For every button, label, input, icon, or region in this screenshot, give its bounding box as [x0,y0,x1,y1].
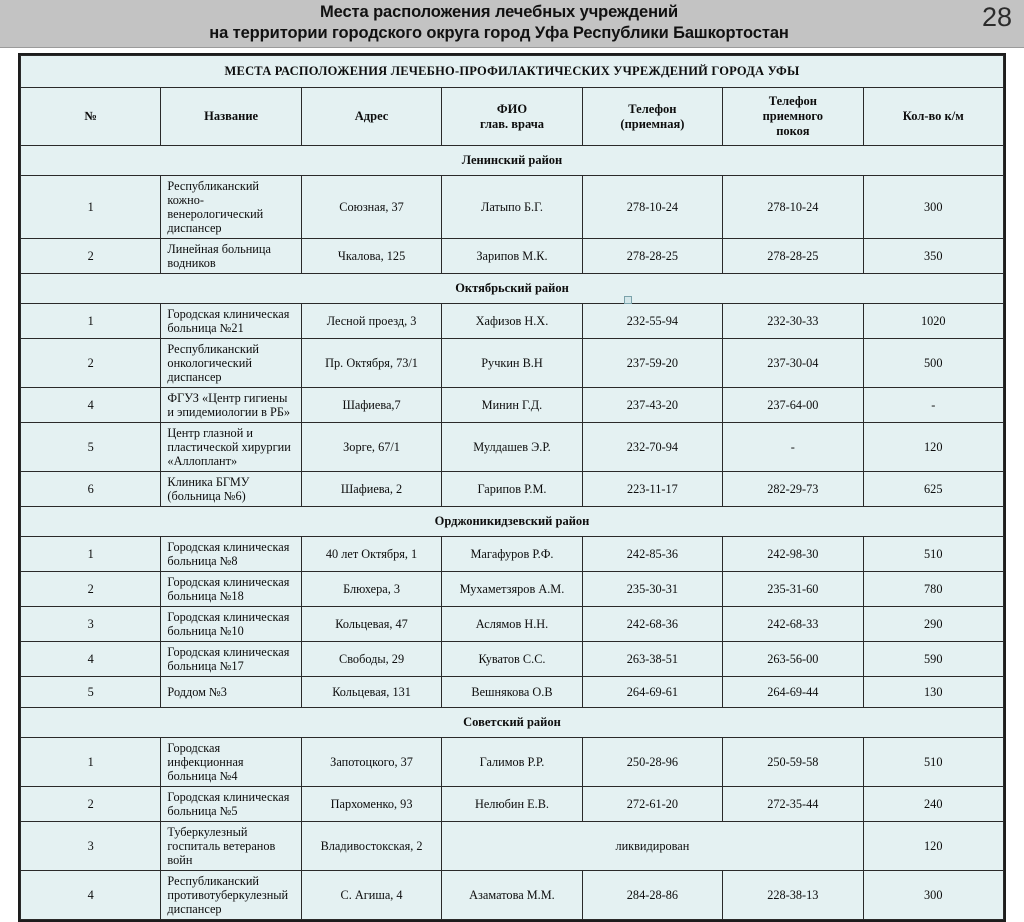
table-row [21,738,1004,787]
column-header-name: Название [161,88,301,146]
page-title-line-1: Места расположения лечебных учреждений [319,3,679,21]
table-row [21,677,1004,708]
cell-chief-doctor: Мулдашев Э.Р. [442,423,582,472]
table-row [21,339,1004,388]
cell-emergency-phone: 228-38-13 [723,871,863,920]
cell-reception-phone: 250-28-96 [582,738,722,787]
cell-reception-phone: 242-68-36 [582,607,722,642]
cell-bed-count: 500 [863,339,1003,388]
cell-address: Пархоменко, 93 [301,787,441,822]
cell-address: Владивостокская, 2 [301,822,441,871]
cell-emergency-phone: 242-68-33 [723,607,863,642]
cell-chief-doctor: Гарипов Р.М. [442,472,582,507]
cell-emergency-phone: 242-98-30 [723,537,863,572]
cell-reception-phone: 278-10-24 [582,176,722,239]
table-row [21,388,1004,423]
cell-facility-name: Республиканский противотуберкулезный диспансер [161,871,301,920]
cell-address: Блюхера, 3 [301,572,441,607]
cell-bed-count: 120 [863,423,1003,472]
cell-emergency-phone: 272-35-44 [723,787,863,822]
cell-address: Чкалова, 125 [301,239,441,274]
column-header-reception-phone-line-1: Телефон [628,101,677,116]
table-row [21,239,1004,274]
cell-facility-name: Роддом №3 [161,677,301,708]
cell-row-number: 5 [21,677,161,708]
cell-bed-count: 350 [863,239,1003,274]
cell-chief-doctor: Латыпо Б.Г. [442,176,582,239]
cell-chief-doctor: Зарипов М.К. [442,239,582,274]
cell-reception-phone: 237-43-20 [582,388,722,423]
cell-address: Шафиева, 2 [301,472,441,507]
table-row [21,304,1004,339]
cell-address: Запотоцкого, 37 [301,738,441,787]
cell-chief-doctor: Ручкин В.Н [442,339,582,388]
cell-reception-phone: 284-28-86 [582,871,722,920]
district-name: Советский район [21,708,1004,738]
cell-row-number: 4 [21,871,161,920]
cell-row-number: 2 [21,239,161,274]
cell-emergency-phone: 237-30-04 [723,339,863,388]
cell-bed-count: 1020 [863,304,1003,339]
cell-bed-count: 510 [863,738,1003,787]
cell-bed-count: 290 [863,607,1003,642]
cell-row-number: 3 [21,607,161,642]
cell-facility-name: Городская клиническая больница №8 [161,537,301,572]
district-name: Октябрьский район [21,274,1004,304]
cell-row-number: 1 [21,176,161,239]
cell-emergency-phone: 250-59-58 [723,738,863,787]
cell-facility-name: Городская клиническая больница №10 [161,607,301,642]
table-row [21,787,1004,822]
cell-reception-phone: 237-59-20 [582,339,722,388]
cell-bed-count: 120 [863,822,1003,871]
cell-chief-doctor: Хафизов Н.Х. [442,304,582,339]
cell-facility-name: Республиканский онкологический диспансер [161,339,301,388]
cell-address: Союзная, 37 [301,176,441,239]
cell-status-merged: ликвидирован [442,822,863,871]
column-header-chief-doctor-line-1: ФИО [496,101,528,116]
cell-row-number: 1 [21,537,161,572]
cell-row-number: 6 [21,472,161,507]
cell-reception-phone: 232-70-94 [582,423,722,472]
cell-chief-doctor: Галимов Р.Р. [442,738,582,787]
cell-chief-doctor: Минин Г.Д. [442,388,582,423]
cell-facility-name: Городская клиническая больница №5 [161,787,301,822]
cell-row-number: 3 [21,822,161,871]
cell-chief-doctor: Нелюбин Е.В. [442,787,582,822]
cell-address: Свободы, 29 [301,642,441,677]
column-header-emergency-phone-line-1: Телефон [768,94,817,108]
cell-bed-count: 240 [863,787,1003,822]
cell-reception-phone: 264-69-61 [582,677,722,708]
cell-reception-phone: 232-55-94 [582,304,722,339]
district-header-row [21,274,1004,304]
cell-chief-doctor: Аслямов Н.Н. [442,607,582,642]
table-row [21,822,1004,871]
cell-row-number: 4 [21,642,161,677]
cell-address: С. Агиша, 4 [301,871,441,920]
cell-address: Лесной проезд, 3 [301,304,441,339]
cell-reception-phone: 263-38-51 [582,642,722,677]
page-title-line-2: на территории городского округа город Уфа Республики Башкортостан [209,24,789,42]
cell-facility-name: ФГУЗ «Центр гигиены и эпидемиологии в РБ» [161,388,301,423]
cell-facility-name: Клиника БГМУ (больница №6) [161,472,301,507]
page-title [60,2,938,44]
cell-bed-count: 300 [863,176,1003,239]
cell-facility-name: Туберкулезный госпиталь ветеранов войн [161,822,301,871]
cell-facility-name: Городская клиническая больница №21 [161,304,301,339]
cell-facility-name: Центр глазной и пластической хирургии «Аллоплант» [161,423,301,472]
district-name: Орджоникидзевский район [21,507,1004,537]
cell-reception-phone: 278-28-25 [582,239,722,274]
cell-chief-doctor: Мухаметзяров А.М. [442,572,582,607]
cell-facility-name: Республиканский кожно-венерологический диспансер [161,176,301,239]
column-header-emergency-phone-line-3: покоя [776,124,810,138]
cell-facility-name: Городская клиническая больница №17 [161,642,301,677]
cell-chief-doctor: Куватов С.С. [442,642,582,677]
cell-address: 40 лет Октября, 1 [301,537,441,572]
column-header-bed-count: Кол-во к/м [863,88,1003,146]
cell-emergency-phone: 278-10-24 [723,176,863,239]
slide-header [0,0,1024,48]
cell-emergency-phone: 232-30-33 [723,304,863,339]
cell-chief-doctor: Азаматова М.М. [442,871,582,920]
table-row [21,423,1004,472]
table-row [21,537,1004,572]
cell-address: Зорге, 67/1 [301,423,441,472]
district-header-row [21,708,1004,738]
table-row [21,871,1004,920]
cell-chief-doctor: Магафуров Р.Ф. [442,537,582,572]
cell-address: Кольцевая, 131 [301,677,441,708]
cell-bed-count: 300 [863,871,1003,920]
cell-row-number: 1 [21,304,161,339]
district-name: Ленинский район [21,146,1004,176]
cell-bed-count: 590 [863,642,1003,677]
cell-address: Шафиева,7 [301,388,441,423]
cell-row-number: 2 [21,339,161,388]
cell-emergency-phone: 264-69-44 [723,677,863,708]
cell-reception-phone: 235-30-31 [582,572,722,607]
cell-emergency-phone: 263-56-00 [723,642,863,677]
cell-reception-phone: 242-85-36 [582,537,722,572]
cell-facility-name: Городская инфекционная больница №4 [161,738,301,787]
cell-row-number: 2 [21,572,161,607]
cell-address: Кольцевая, 47 [301,607,441,642]
cell-bed-count: 510 [863,537,1003,572]
cell-emergency-phone: 278-28-25 [723,239,863,274]
table-row [21,472,1004,507]
cell-facility-name: Городская клиническая больница №18 [161,572,301,607]
cell-emergency-phone: 235-31-60 [723,572,863,607]
cell-facility-name: Линейная больница водников [161,239,301,274]
cell-chief-doctor: Вешнякова О.В [442,677,582,708]
cell-emergency-phone: 237-64-00 [723,388,863,423]
cell-emergency-phone: - [723,423,863,472]
table-row [21,572,1004,607]
column-header-chief-doctor-line-2: глав. врача [479,116,544,131]
cell-row-number: 1 [21,738,161,787]
cell-row-number: 4 [21,388,161,423]
cell-row-number: 5 [21,423,161,472]
district-header-row [21,507,1004,537]
cell-bed-count: 625 [863,472,1003,507]
cell-bed-count: 780 [863,572,1003,607]
table-banner-title: МЕСТА РАСПОЛОЖЕНИЯ ЛЕЧЕБНО-ПРОФИЛАКТИЧЕСКИХ УЧРЕЖДЕНИЙ ГОРОДА УФЫ [21,56,1004,88]
cell-address: Пр. Октября, 73/1 [301,339,441,388]
table-row [21,642,1004,677]
selection-handle-artifact [624,296,632,304]
column-header-reception-phone-line-2: (приемная) [620,116,685,131]
cell-bed-count: 130 [863,677,1003,708]
table-row [21,607,1004,642]
column-header-number: № [21,88,161,146]
facilities-table [20,55,1004,920]
cell-emergency-phone: 282-29-73 [723,472,863,507]
cell-reception-phone: 272-61-20 [582,787,722,822]
cell-row-number: 2 [21,787,161,822]
column-header-emergency-phone [723,88,863,146]
page-number: 28 [981,2,1012,32]
table-row [21,176,1004,239]
facilities-table-container [18,53,1006,922]
cell-reception-phone: 223-11-17 [582,472,722,507]
table-column-header-row [21,88,1004,146]
table-banner-row [21,56,1004,88]
column-header-chief-doctor [442,88,582,146]
cell-bed-count: - [863,388,1003,423]
column-header-reception-phone [582,88,722,146]
column-header-address: Адрес [301,88,441,146]
district-header-row [21,146,1004,176]
column-header-emergency-phone-line-2: приемного [762,109,824,123]
